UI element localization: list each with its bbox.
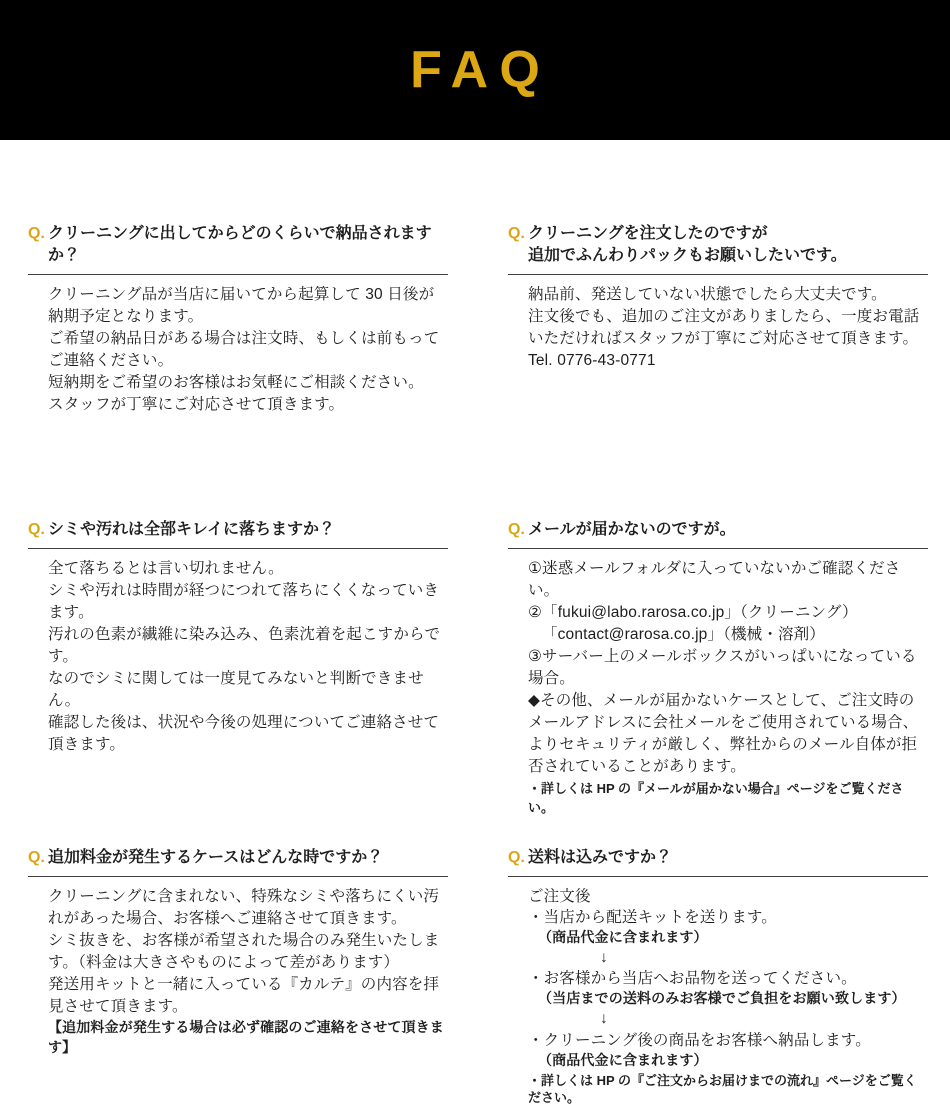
question-line: クリーニングに出してからどのくらいで納品されますか？ bbox=[48, 224, 432, 264]
answer-line: ③サーバー上のメールボックスがいっぱいになっている場合。 bbox=[528, 648, 917, 688]
answer-line: 短納期をご希望のお客様はお気軽にご相談ください。 bbox=[48, 374, 424, 391]
answer-line: ・当店から配送キットを送ります。 bbox=[528, 909, 777, 927]
answer-line: 【追加料金が発生する場合は必ず確認のご連絡をさせて頂きます】 bbox=[48, 1019, 444, 1055]
answer-line: （商品代金に含まれます） bbox=[538, 1051, 708, 1068]
question-line: 追加料金が発生するケースはどんな時ですか？ bbox=[48, 849, 384, 866]
answer-line: ↓ bbox=[600, 1010, 608, 1028]
answer-line: なのでシミに関しては一度見てみないと判断できません。 bbox=[48, 670, 424, 710]
question bbox=[508, 223, 928, 267]
page-header bbox=[0, 0, 950, 140]
answer-line: 発送用キットと一緒に入っている『カルテ』の内容を拝見させて頂きます。 bbox=[48, 976, 440, 1016]
answer-line: 「contact@rarosa.co.jp」（機械・溶剤） bbox=[542, 626, 825, 644]
answer-line: （商品代金に含まれます） bbox=[538, 929, 708, 946]
answer-line: ご希望の納品日がある場合は注文時、もしくは前もってご連絡ください。 bbox=[48, 330, 440, 369]
answer-line: シミ抜きを、お客様が希望された場合のみ発生いたします。（料金は大きさやものによって差があります） bbox=[48, 932, 440, 972]
answer-line: ・詳しくは HP の『ご注文からお届けまでの流れ』ページをご覧ください。 bbox=[528, 1072, 917, 1106]
question bbox=[28, 847, 448, 869]
answer-block bbox=[48, 886, 448, 1058]
answer-line: シミや汚れは時間が経つにつれて落ちにくくなっていきます。 bbox=[48, 582, 440, 622]
answer-line: 納品前、発送していない状態でしたら大丈夫です。 bbox=[528, 286, 887, 303]
question-block bbox=[28, 219, 448, 275]
question-text bbox=[48, 519, 448, 541]
question-mark: Q. bbox=[28, 224, 45, 242]
answer-block bbox=[528, 284, 928, 372]
question-mark: Q. bbox=[508, 521, 525, 538]
question-text bbox=[48, 223, 448, 267]
question bbox=[28, 519, 448, 541]
answer-line: ・お客様から当店へお品物を送ってください。 bbox=[528, 970, 857, 988]
answer-line: 注文後でも、追加のご注文がありましたら、一度お電話いただければスタッフが丁寧にご対応させて頂きます。 bbox=[528, 308, 920, 347]
answer-line: スタッフが丁寧にご対応させて頂きます。 bbox=[48, 396, 345, 413]
faq-grid bbox=[0, 140, 950, 1107]
answer-line: ②「fukui@labo.rarosa.co.jp」（クリーニング） bbox=[528, 604, 858, 622]
faq-item bbox=[28, 219, 448, 519]
question bbox=[28, 223, 448, 267]
answer-line: ①迷惑メールフォルダに入っていないかご確認ください。 bbox=[528, 560, 901, 600]
question-text bbox=[48, 847, 448, 869]
answer-line: 全て落ちるとは言い切れません。 bbox=[48, 560, 284, 578]
faq-item bbox=[28, 847, 448, 1107]
faq-item bbox=[508, 219, 928, 519]
answer-block bbox=[528, 886, 928, 1107]
question-block bbox=[508, 519, 928, 549]
question-line: メールが届かないのですが。 bbox=[528, 521, 736, 538]
page-title: FAQ bbox=[410, 41, 552, 99]
answer-block bbox=[528, 558, 928, 817]
question-line: クリーニングを注文したのですが bbox=[528, 224, 768, 242]
answer-block bbox=[48, 284, 448, 416]
faq-item bbox=[28, 519, 448, 847]
answer-line: （当店までの送料のみお客様でご負担をお願い致します） bbox=[538, 990, 906, 1007]
answer-line: クリーニング品が当店に届いてから起算して 30 日後が納期予定となります。 bbox=[48, 286, 435, 325]
question bbox=[508, 519, 928, 541]
question-block bbox=[508, 219, 928, 275]
question-text bbox=[528, 847, 928, 869]
question-block bbox=[28, 519, 448, 549]
answer-line: ・クリーニング後の商品をお客様へ納品します。 bbox=[528, 1031, 871, 1049]
question-mark: Q. bbox=[28, 521, 45, 538]
answer-line: ↓ bbox=[600, 949, 608, 967]
answer-line: ・詳しくは HP の『メールが届かない場合』ページをご覧ください。 bbox=[528, 781, 904, 815]
question-block bbox=[508, 847, 928, 877]
answer-line: ◆その他、メールが届かないケースとして、ご注文時のメールアドレスに会社メールをご使用されている場合、よりセキュリティが厳しく、弊社からのメール自体が拒否されていることがあります。 bbox=[528, 692, 919, 776]
question-mark: Q. bbox=[508, 849, 525, 866]
answer-line: 汚れの色素が繊維に染み込み、色素沈着を起こすからです。 bbox=[48, 626, 441, 666]
faq-item bbox=[508, 519, 928, 847]
question-text bbox=[528, 223, 928, 267]
question-mark: Q. bbox=[508, 224, 525, 242]
answer-block bbox=[48, 558, 448, 756]
answer-line: 確認した後は、状況や今後の処理についてご連絡させて頂きます。 bbox=[48, 714, 440, 754]
question-line: 送料は込みですか？ bbox=[528, 849, 673, 866]
question-block bbox=[28, 847, 448, 877]
answer-line: クリーニングに含まれない、特殊なシミや落ちにくい汚れがあった場合、お客様へご連絡させて頂きます。 bbox=[48, 888, 440, 928]
question-line: シミや汚れは全部キレイに落ちますか？ bbox=[48, 521, 336, 538]
question bbox=[508, 847, 928, 869]
question-mark: Q. bbox=[28, 849, 45, 866]
answer-line: Tel. 0776-43-0771 bbox=[528, 352, 656, 369]
answer-line: ご注文後 bbox=[528, 888, 591, 906]
question-line: 追加でふんわりパックもお願いしたいです。 bbox=[528, 246, 847, 264]
faq-item bbox=[508, 847, 928, 1107]
question-text bbox=[528, 519, 928, 541]
